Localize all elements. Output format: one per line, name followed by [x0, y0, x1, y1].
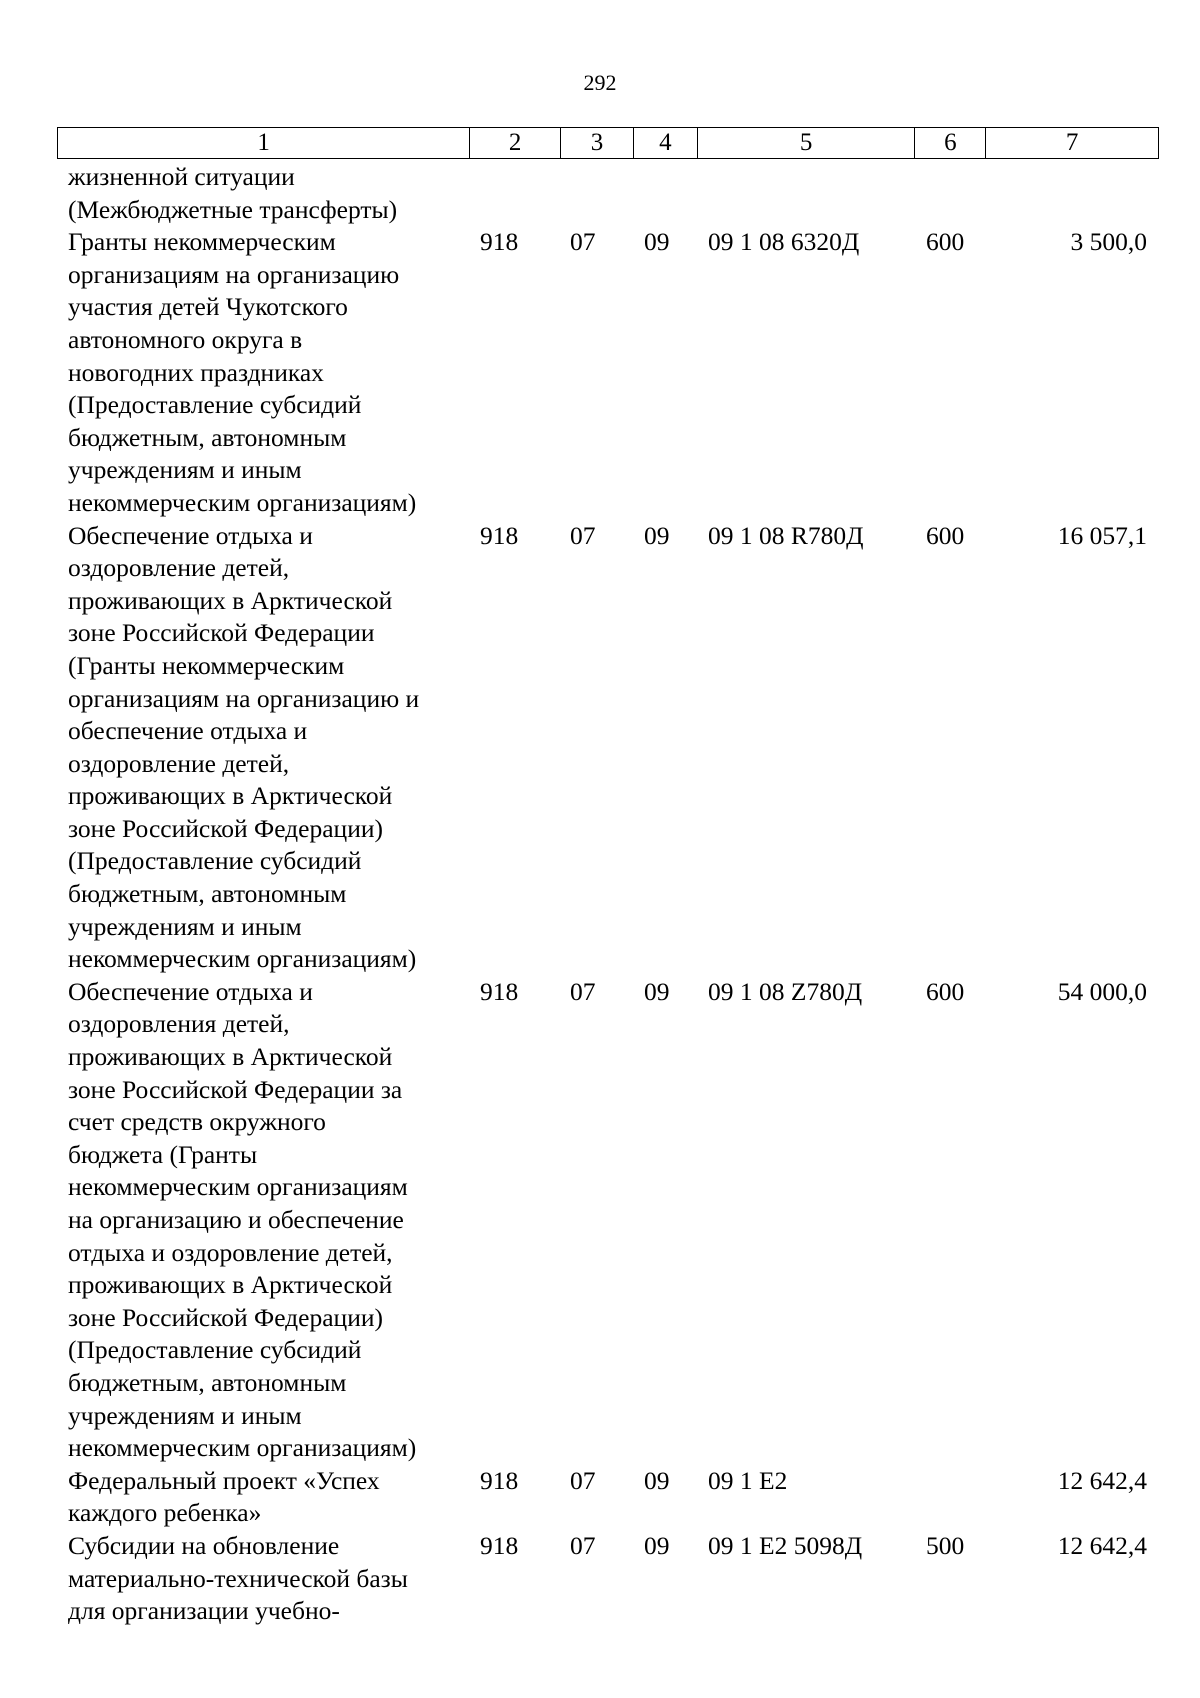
column-header-5: 5	[698, 128, 916, 158]
column-header-3: 3	[561, 128, 634, 158]
table-row	[57, 161, 1159, 226]
column-header-6: 6	[915, 128, 986, 158]
target-article-code: 09 1 E2	[708, 1465, 788, 1495]
column-header-7: 7	[1065, 129, 1079, 156]
target-article-code	[698, 161, 916, 226]
table-row	[57, 226, 1159, 519]
expense-type-code	[916, 161, 987, 226]
table-header-row	[57, 127, 1159, 159]
table-row	[57, 1465, 1159, 1530]
column-header-4: 4	[634, 128, 698, 158]
amount	[987, 161, 1159, 226]
subsection-code: 09	[644, 976, 670, 1006]
section-code: 07	[570, 520, 596, 550]
ministry-code: 918	[480, 1465, 519, 1495]
page-number: 292	[583, 70, 617, 95]
table-row	[57, 520, 1159, 976]
section-code: 07	[570, 1465, 596, 1495]
target-article-code: 09 1 08 Z780Д	[708, 976, 863, 1006]
column-header-1: 1	[58, 128, 470, 158]
section-code	[561, 161, 634, 226]
row-description: жизненной ситуации (Межбюджетные трансферты)	[68, 162, 398, 224]
expense-type-code: 500	[926, 1530, 965, 1560]
expense-type-code: 600	[926, 227, 965, 257]
ministry-code: 918	[480, 227, 519, 257]
row-description: Обеспечение отдыха и оздоровления детей, проживающих в Арктической зоне Российской Федерации за счет средств окружного бюджета (Гранты некоммерческим организациям на организацию и обеспечение отдыха и оздоровление детей, проживающих в Арктической зоне Российской Федерации) (Предоставление субсидий бюджетным, автономным учреждениям и иным некоммерческим организациям)	[68, 976, 417, 1463]
section-code: 07	[570, 227, 596, 257]
amount: 3 500,0	[1070, 227, 1147, 257]
ministry-code: 918	[480, 520, 519, 550]
target-article-code: 09 1 08 6320Д	[708, 227, 860, 257]
expense-type-code: 600	[926, 520, 965, 550]
target-article-code: 09 1 08 R780Д	[708, 520, 864, 550]
row-description: Гранты некоммерческим организациям на организацию участия детей Чукотского автономного округа в новогодних праздниках (Предоставление субсидий бюджетным, автономным учреждениям и иным некоммерческим организациям)	[68, 227, 417, 517]
ministry-code: 918	[480, 976, 519, 1006]
amount: 12 642,4	[1057, 1530, 1147, 1560]
amount: 54 000,0	[1057, 976, 1147, 1006]
subsection-code: 09	[644, 520, 670, 550]
target-article-code: 09 1 E2 5098Д	[708, 1530, 863, 1560]
expense-type-code: 600	[926, 976, 965, 1006]
ministry-code: 918	[480, 1530, 519, 1560]
subsection-code: 09	[644, 1530, 670, 1560]
subsection-code: 09	[644, 227, 670, 257]
expense-type-code	[916, 1465, 987, 1530]
table-row	[57, 1530, 1159, 1628]
subsection-code: 09	[644, 1465, 670, 1495]
amount: 16 057,1	[1057, 520, 1147, 550]
column-header-2: 2	[470, 128, 561, 158]
row-description: Обеспечение отдыха и оздоровление детей, проживающих в Арктической зоне Российской Федерации (Гранты некоммерческим организациям на организацию и обеспечение отдыха и оздоровление детей, проживающих в Арктической зоне Российской Федерации) (Предоставление субсидий бюджетным, автономным учреждениям и иным некоммерческим организациям)	[68, 520, 420, 974]
table-body	[57, 161, 1159, 1628]
ministry-code	[470, 161, 561, 226]
row-description: Федеральный проект «Успех каждого ребенка»	[68, 1465, 380, 1528]
row-description: Субсидии на обновление материально-технической базы для организации учебно-	[68, 1530, 408, 1626]
section-code: 07	[570, 1530, 596, 1560]
subsection-code	[634, 161, 698, 226]
amount: 12 642,4	[1057, 1465, 1147, 1495]
section-code: 07	[570, 976, 596, 1006]
table-row	[57, 976, 1159, 1465]
